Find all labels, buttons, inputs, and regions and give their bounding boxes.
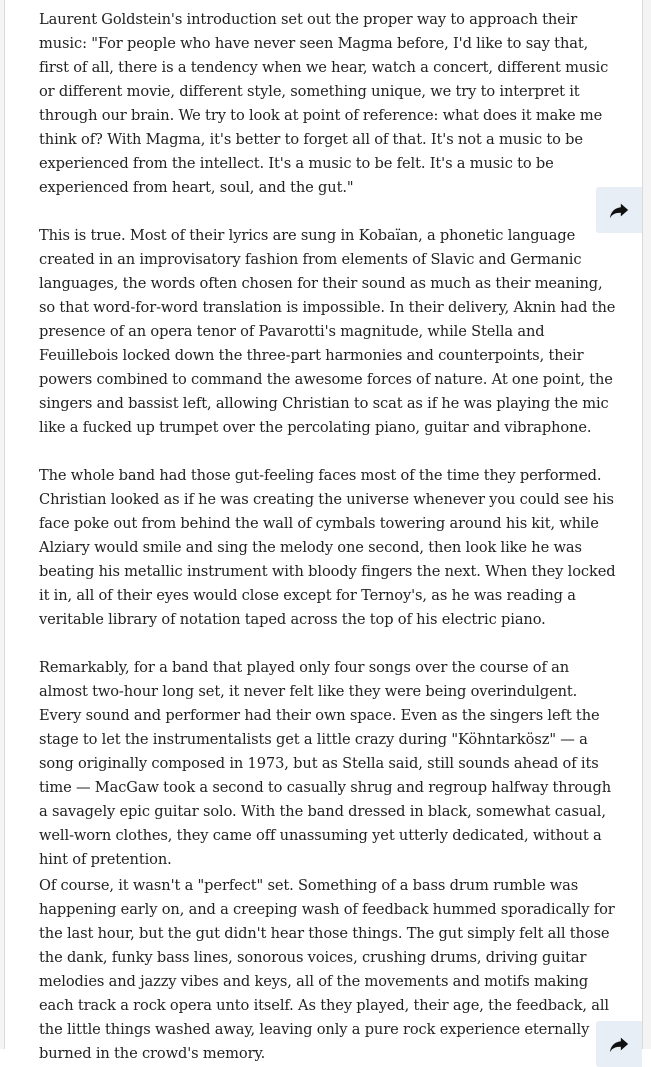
article-body xyxy=(39,8,619,1066)
article-paragraph-2: This is true. Most of their lyrics are sung in Kobaïan, a phonetic language created in an improvisatory fashion from elements of Slavic and Germanic languages, the words often chosen for their sound as much as their meaning, so that word-for-word translation is impossible. In their delivery, Aknin had the presence of an opera tenor of Pavarotti's magnitude, while Stella and Feuillebois locked down the three-part harmonies and counterpoints, their powers combined to command the awesome forces of nature. At one point, the singers and bassist left, allowing Christian to scat as if he was playing the mic like a fucked up trumpet over the percolating piano, guitar and vibraphone. xyxy=(39,227,616,436)
share-button[interactable] xyxy=(596,1021,642,1067)
article-paragraph-1: Laurent Goldstein's introduction set out the proper way to approach their music: "For people who have never seen Magma before, I'd like to say that, first of all, there is a tendency when we hear, watch a concert, different music or different movie, different style, something unique, we try to interpret it through our brain. We try to look at point of reference: what does it make me think of? With Magma, it's better to forget all of that. It's not a music to be experienced from the intellect. It's a music to be felt. It's a music to be experienced from heart, soul, and the gut." xyxy=(39,11,609,196)
left-frame-border xyxy=(0,0,5,1049)
article-paragraph-3: The whole band had those gut-feeling faces most of the time they performed. Christian looked as if he was creating the universe whenever you could see his face poke out from behind the wall of cymbals towering around his kit, while Alziary would smile and sing the melody one second, then look like he was beating his metallic instrument with bloody fingers the next. When they locked it in, all of their eyes would close except for Ternoy's, as he was reading a veritable library of notation taped across the top of his electric piano. xyxy=(39,467,616,628)
share-button[interactable] xyxy=(596,187,642,233)
article-paragraph-4: Remarkably, for a band that played only four songs over the course of an almost two-hour long set, it never felt like they were being overindulgent. Every sound and performer had their own space. Even as the singers left the stage to let the instrumentalists get a little crazy during "Köhntarkösz" — a song originally composed in 1973, but as Stella said, still sounds ahead of its time — MacGaw took a second to casually shrug and regroup halfway through a savagely epic guitar solo. With the band dressed in black, somewhat casual, well-worn clothes, they came off unassuming yet utterly dedicated, without a hint of pretention. xyxy=(39,659,612,868)
share-arrow-icon xyxy=(608,1033,630,1055)
article-paragraph-5: Of course, it wasn't a "perfect" set. Something of a bass drum rumble was happening early on, and a creeping wash of feedback hummed sporadically for the last hour, but the gut didn't hear those things. The gut simply felt all those the dank, funky bass lines, sonorous voices, crushing drums, driving guitar melodies and jazzy vibes and keys, all of the movements and motifs making each track a rock opera unto itself. As they played, their age, the feedback, all the little things washed away, leaving only a pure rock experience eternally burned in the crowd's memory. xyxy=(39,877,615,1062)
share-arrow-icon xyxy=(608,199,630,221)
right-frame-border xyxy=(642,0,651,1049)
